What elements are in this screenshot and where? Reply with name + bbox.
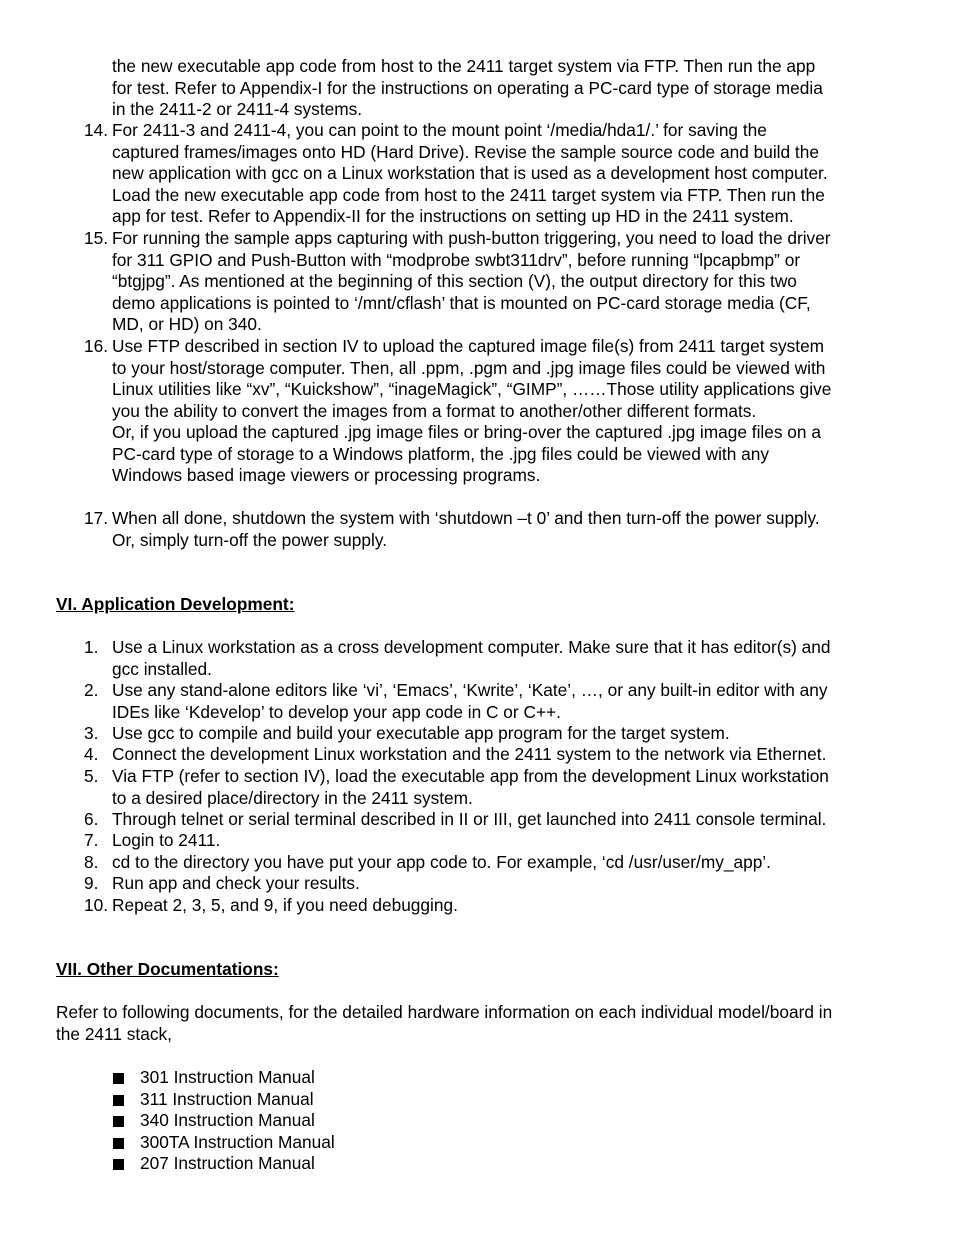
text-line: Login to 2411.	[112, 830, 221, 850]
text-line: For running the sample apps capturing with push-button triggering, you need to load the driver	[112, 228, 831, 248]
section7-intro-paragraph	[56, 1002, 906, 1045]
list-item-1	[84, 637, 902, 680]
text-line: Use a Linux workstation as a cross development computer. Make sure that it has editor(s) and	[112, 637, 831, 657]
list-item-14	[84, 120, 902, 228]
text-line: for 311 GPIO and Push-Button with “modprobe swbt311drv”, before running “lpcapbmp” or	[112, 249, 801, 270]
list-number: 17.	[84, 508, 109, 528]
square-bullet-icon	[113, 1116, 124, 1127]
manual-title: 340 Instruction Manual	[140, 1110, 315, 1130]
text-line: Or, if you upload the captured .jpg image files or bring-over the captured .jpg image files on a	[112, 422, 821, 442]
list-number: 1.	[84, 637, 99, 657]
square-bullet-icon	[113, 1159, 124, 1170]
text-line: the 2411 stack,	[56, 1023, 172, 1044]
list-number: 9.	[84, 873, 99, 893]
text-line: demo applications is pointed to ‘/mnt/cflash’ that is mounted on PC-card storage media (CF,	[112, 292, 811, 313]
text-line: MD, or HD) on 340.	[112, 314, 262, 334]
text-line: For 2411-3 and 2411-4, you can point to the mount point ‘/media/hda1/.’ for saving the	[112, 120, 767, 140]
list-number: 4.	[84, 744, 99, 764]
text-line: captured frames/images onto HD (Hard Drive). Revise the sample source code and build the	[112, 141, 819, 162]
list-item-16	[84, 336, 902, 487]
text-line: Load the new executable app code from host to the 2411 target system via FTP. Then run the	[112, 184, 825, 205]
manual-title: 301 Instruction Manual	[140, 1067, 315, 1087]
square-bullet-icon	[113, 1073, 124, 1084]
manual-title: 311 Instruction Manual	[140, 1088, 314, 1109]
list-number: 10.	[84, 895, 109, 915]
text-line: Windows based image viewers or processing programs.	[112, 465, 541, 485]
list-item-10	[84, 895, 902, 917]
text-line: in the 2411-2 or 2411-4 systems.	[112, 99, 363, 119]
section-heading-application-development: VI. Application Development:	[56, 594, 295, 614]
square-bullet-icon	[113, 1095, 124, 1106]
list-number: 14.	[84, 120, 109, 140]
text-line: app for test. Refer to Appendix-II for the instructions on setting up HD in the 2411 system.	[112, 206, 794, 226]
text-line: When all done, shutdown the system with ‘shutdown –t 0’ and then turn-off the power supply.	[112, 508, 820, 528]
text-line: Use gcc to compile and build your executable app program for the target system.	[112, 723, 730, 743]
list-item-9	[84, 873, 902, 895]
text-line: Via FTP (refer to section IV), load the executable app from the development Linux workstation	[112, 766, 829, 786]
text-line: you the ability to convert the images from a format to another/other different formats.	[112, 400, 757, 421]
text-line: Through telnet or serial terminal described in II or III, get launched into 2411 console terminal.	[112, 809, 827, 829]
list-item-4	[84, 744, 902, 766]
text-line: new application with gcc on a Linux workstation that is used as a development host computer.	[112, 163, 828, 183]
manual-title: 300TA Instruction Manual	[140, 1131, 335, 1152]
list-item-15	[84, 228, 902, 336]
text-line: Use FTP described in section IV to upload the captured image file(s) from 2411 target system	[112, 336, 825, 356]
list-item-17	[84, 508, 902, 551]
text-line: Repeat 2, 3, 5, and 9, if you need debugging.	[112, 895, 458, 915]
list-item-7	[84, 830, 902, 852]
list-item-8	[84, 852, 902, 874]
list-item-2	[84, 680, 902, 723]
manual-title: 207 Instruction Manual	[140, 1153, 315, 1173]
text-line: Refer to following documents, for the detailed hardware information on each individual model/board in	[56, 1002, 833, 1022]
text-line: PC-card type of storage to a Windows platform, the .jpg files could be viewed with any	[112, 443, 770, 464]
text-line: gcc installed.	[112, 658, 212, 679]
text-line: cd to the directory you have put your app code to. For example, ‘cd /usr/user/my_app’.	[112, 852, 771, 872]
text-line: Linux utilities like “xv”, “Kuickshow”, “inageMagick”, “GIMP”, ……Those utility applications give	[112, 379, 832, 399]
text-line: to your host/storage computer. Then, all .ppm, .pgm and .jpg image files could be viewed with	[112, 357, 826, 378]
text-line: IDEs like ‘Kdevelop’ to develop your app code in C or C++.	[112, 701, 561, 722]
list-number: 16.	[84, 336, 109, 356]
list-number: 15.	[84, 228, 109, 248]
list-number: 7.	[84, 830, 99, 850]
text-line: “btgjpg”. As mentioned at the beginning of this section (V), the output directory for this two	[112, 271, 797, 291]
list-item-6	[84, 809, 902, 831]
text-line: Connect the development Linux workstation and the 2411 system to the network via Ethernet.	[112, 744, 827, 764]
text-line: the new executable app code from host to the 2411 target system via FTP. Then run the app	[112, 56, 816, 76]
list-item-5	[84, 766, 902, 809]
list-number: 2.	[84, 680, 99, 700]
item-13-continuation	[112, 56, 902, 121]
text-line: for test. Refer to Appendix-I for the instructions on operating a PC-card type of storage media	[112, 77, 823, 98]
list-number: 3.	[84, 723, 99, 743]
list-number: 8.	[84, 852, 99, 872]
list-number: 6.	[84, 809, 99, 829]
list-number: 5.	[84, 766, 99, 786]
text-line: Or, simply turn-off the power supply.	[112, 529, 388, 550]
text-line: to a desired place/directory in the 2411 system.	[112, 787, 473, 808]
list-item-3	[84, 723, 902, 745]
text-line: Use any stand-alone editors like ‘vi’, ‘Emacs’, ‘Kwrite’, ‘Kate’, …, or any built-in editor with any	[112, 680, 828, 700]
text-line: Run app and check your results.	[112, 873, 360, 893]
square-bullet-icon	[113, 1138, 124, 1149]
section-heading-other-documentations: VII. Other Documentations:	[56, 959, 279, 979]
